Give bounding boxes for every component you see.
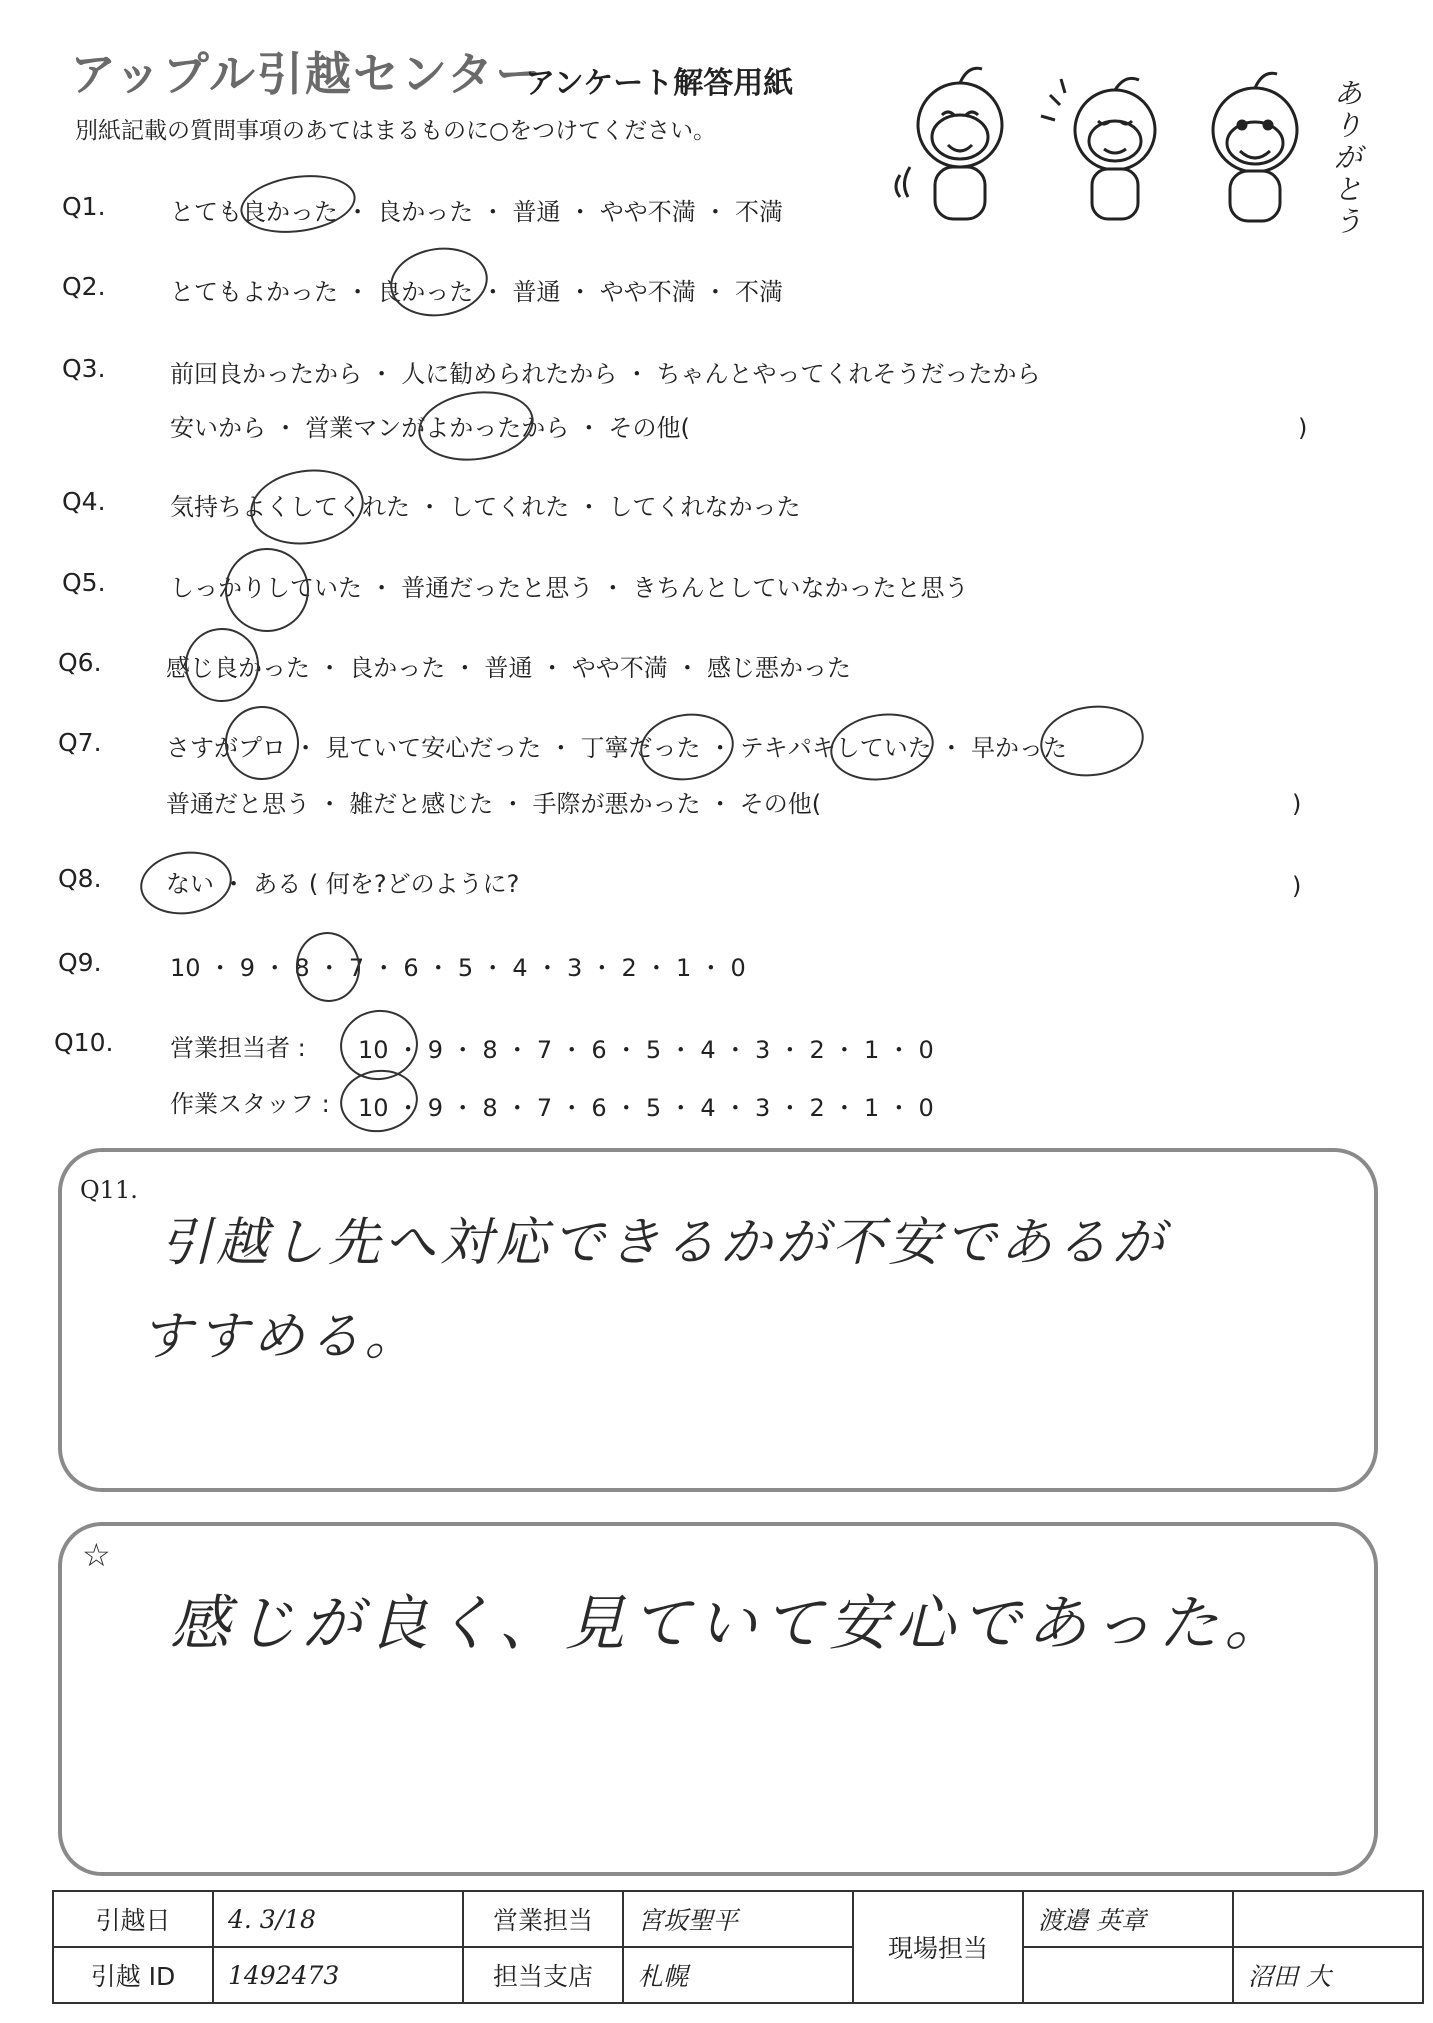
- selection-circle-q7a: [220, 701, 304, 785]
- q1-options: とても良かった ・ 良かった ・ 普通 ・ やや不満 ・ 不満: [170, 198, 784, 226]
- q10-label: Q10.: [54, 1028, 114, 1057]
- q11-handwritten-line2: すすめる。: [140, 1307, 421, 1367]
- move-info-table: [52, 1890, 1424, 2004]
- q6-options: 感じ良かった ・ 良かった ・ 普通 ・ やや不満 ・ 感じ悪かった: [166, 654, 852, 682]
- sales-rep-label: 営業担当: [463, 1891, 623, 1947]
- q5-label: Q5.: [62, 568, 106, 597]
- selection-circle-q2: [386, 242, 493, 323]
- selection-circle-q5: [220, 543, 315, 638]
- site-rep-value-2: 沼田 大: [1233, 1947, 1423, 2003]
- q3-options-line2: 安いから ・ 営業マンがよかったから ・ その他(: [170, 414, 690, 442]
- move-id-value: 1492473: [213, 1947, 463, 2003]
- q10-staff-scale: 10 ・ 9 ・ 8 ・ 7 ・ 6 ・ 5 ・ 4 ・ 3 ・ 2 ・ 1 ・ 0: [358, 1094, 934, 1122]
- comment-handwritten: 感じが良く、見ていて安心であった。: [170, 1589, 1291, 1659]
- move-date-value: 4. 3/18: [213, 1891, 463, 1947]
- selection-circle-q10-staff: [336, 1065, 422, 1137]
- q2-label: Q2.: [62, 272, 106, 301]
- site-rep-label: 現場担当: [853, 1891, 1023, 2003]
- q8-options: ない ・ ある ( 何を?どのように?: [166, 870, 520, 898]
- q11-label: Q11.: [80, 1176, 138, 1204]
- company-title: アップル引越センター: [70, 47, 544, 101]
- selection-circle-q1: [237, 168, 360, 240]
- selection-circle-q8: [136, 846, 236, 920]
- q9-label: Q9.: [58, 948, 102, 977]
- q7-label: Q7.: [58, 728, 102, 757]
- q9-scale: 10 ・ 9 ・ 8 ・ 7 ・ 6 ・ 5 ・ 4 ・ 3 ・ 2 ・ 1 ・ 0: [170, 954, 746, 982]
- site-rep-empty-cell: [1233, 1891, 1423, 1947]
- site-rep-value-1: 渡邉 英章: [1023, 1891, 1233, 1947]
- selection-circle-q3: [414, 384, 538, 467]
- mascot-caption: ありがとう: [1334, 77, 1363, 238]
- move-id-label: 引越 ID: [53, 1947, 213, 2003]
- q10-sales-scale: 10 ・ 9 ・ 8 ・ 7 ・ 6 ・ 5 ・ 4 ・ 3 ・ 2 ・ 1 ・ 0: [358, 1036, 934, 1064]
- move-date-label: 引越日: [53, 1891, 213, 1947]
- q3-options-line1: 前回良かったから ・ 人に勧められたから ・ ちゃんとやってくれそうだったから: [170, 360, 1041, 388]
- q2-options: とてもよかった ・ 良かった ・ 普通 ・ やや不満 ・ 不満: [170, 278, 784, 306]
- selection-circle-q9: [291, 928, 364, 1006]
- q3-label: Q3.: [62, 354, 106, 383]
- q11-handwritten-line1: 引越し先へ対応できるかが不安であるが: [160, 1213, 1169, 1273]
- star-icon: ☆: [82, 1536, 111, 1574]
- q8-close-paren: ): [1292, 872, 1302, 900]
- q4-options: 気持ちよくしてくれた ・ してくれた ・ してくれなかった: [170, 493, 801, 521]
- q8-label: Q8.: [58, 864, 102, 893]
- instructions: 別紙記載の質問事項のあてはまるものに○をつけてください。: [75, 118, 717, 144]
- form-subtitle: アンケート解答用紙: [525, 66, 794, 101]
- selection-circle-q7c: [826, 707, 938, 787]
- branch-label: 担当支店: [463, 1947, 623, 2003]
- q6-label: Q6.: [58, 648, 102, 677]
- q7-options-line2: 普通だと思う ・ 雑だと感じた ・ 手際が悪かった ・ その他(: [166, 790, 822, 818]
- q10-sales-label: 営業担当者 :: [170, 1034, 306, 1062]
- q1-label: Q1.: [62, 192, 106, 221]
- selection-circle-q4: [245, 462, 368, 551]
- q3-close-paren: ): [1298, 414, 1308, 442]
- q10-staff-label: 作業スタッフ :: [170, 1090, 330, 1118]
- q5-options: しっかりしていた ・ 普通だったと思う ・ きちんとしていなかったと思う: [170, 574, 969, 602]
- q7-options-line1: さすがプロ ・ 見ていて安心だった ・ 丁寧だった ・ テキパキしていた ・ 早かった: [166, 734, 1068, 762]
- selection-circle-q7d: [1036, 699, 1149, 783]
- selection-circle-q7b: [636, 708, 738, 786]
- monkey-icon-left: [896, 68, 1002, 219]
- monkey-icon-right: [1213, 73, 1297, 221]
- q4-label: Q4.: [62, 487, 106, 516]
- monkey-mascots-illustration: [880, 55, 1360, 235]
- q7-close-paren: ): [1292, 790, 1302, 818]
- monkey-icon-middle: [1041, 78, 1155, 219]
- selection-circle-q6: [180, 623, 264, 707]
- branch-value: 札幌: [623, 1947, 853, 2003]
- site-rep-empty-cell-2: [1023, 1947, 1233, 2003]
- sales-rep-value: 宮坂聖平: [623, 1891, 853, 1947]
